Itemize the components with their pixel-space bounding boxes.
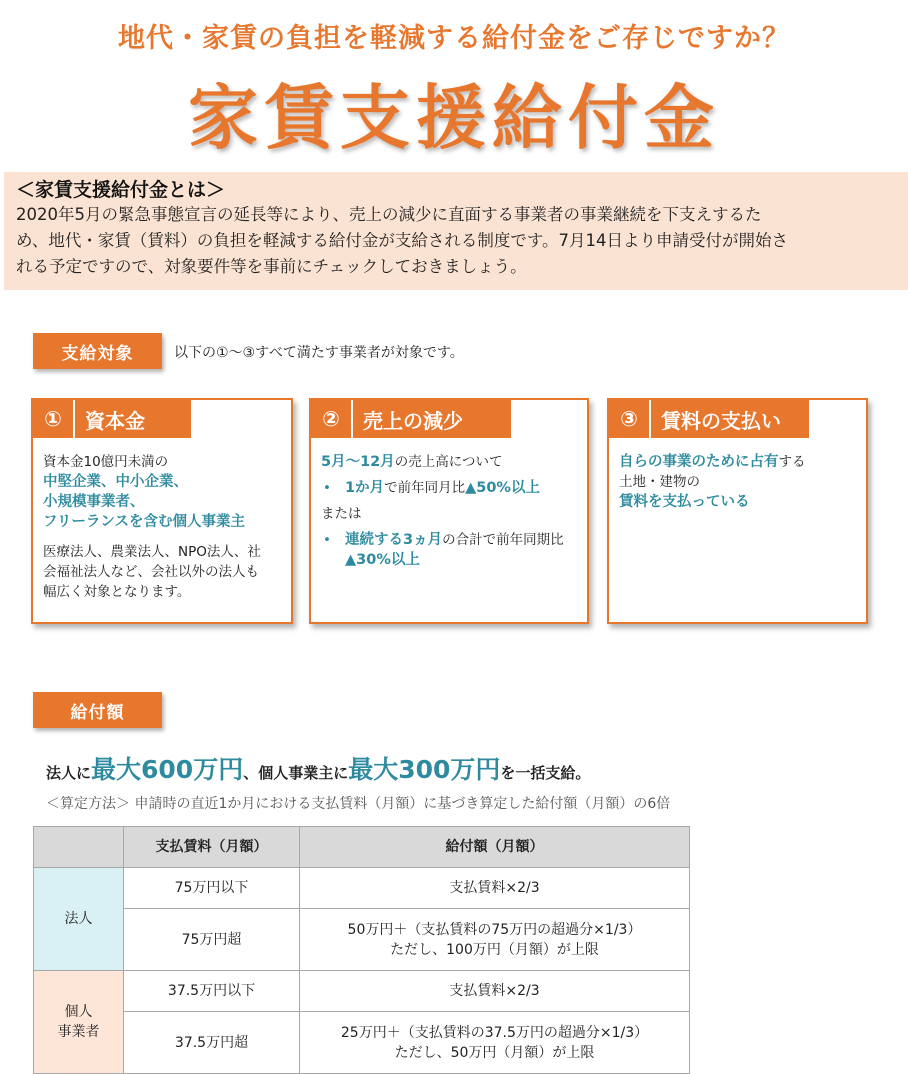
- sales-period: 5月～12月: [321, 454, 395, 470]
- rent-cell: 75万円超: [124, 909, 300, 971]
- category-line: 個人: [64, 1004, 93, 1020]
- intro-line-1: 2020年5月の緊急事態宣言の延長等により、売上の減少に直面する事業者の事業継続を下支えするた: [16, 205, 762, 224]
- capital-note-line: 医療法人、農業法人、NPO法人、社: [43, 544, 261, 560]
- summary-max-ind: 最大300万円: [348, 755, 501, 784]
- rent-l1-tail: する: [778, 454, 806, 470]
- intro-line-2: め、地代・家賃（賃料）の負担を軽減する給付金が支給される制度です。7月14日より申請受付が開始さ: [16, 231, 789, 250]
- card-rent-header: [609, 400, 809, 438]
- summary-part: を一括支給。: [500, 764, 591, 782]
- capital-line: 資本金10億円未満の: [43, 454, 169, 470]
- pay-cell: [300, 909, 690, 971]
- card-capital-body: [43, 452, 285, 602]
- table-header-rent: 支払賃料（月額）: [124, 827, 300, 868]
- capital-strong-line: 中堅企業、中小企業、: [43, 474, 188, 490]
- category-individual: [34, 971, 124, 1074]
- pay-line: 25万円＋（支払賃料の37.5万円の超過分×1/3）: [340, 1024, 649, 1041]
- rent-line-2: 土地・建物の: [619, 474, 700, 490]
- bullet-dot: •: [323, 480, 331, 496]
- summary-part: 、個人事業主に: [243, 764, 349, 782]
- intro-box: [4, 172, 908, 290]
- category-corporation: 法人: [34, 868, 124, 971]
- pay-cell: 支払賃料×2/3: [300, 971, 690, 1012]
- table-row: [34, 868, 690, 909]
- sales-period-line: [321, 452, 581, 472]
- capital-strong-line: フリーランスを含む個人事業主: [43, 514, 245, 530]
- target-tag: 支給対象: [33, 333, 162, 369]
- capital-note-line: 会福祉法人など、会社以外の法人も: [43, 564, 259, 580]
- rent-l1-strong: 自らの事業のために占有: [619, 454, 779, 470]
- table-header-row: [34, 827, 690, 868]
- pay-line: ただし、100万円（月額）が上限: [390, 941, 599, 958]
- sales-b1-mid: で前年同月比: [384, 480, 466, 496]
- rent-line-3: 賃料を支払っている: [619, 494, 750, 510]
- sales-b1-end: ▲50%以上: [465, 480, 540, 496]
- sales-bullet-1: [321, 478, 581, 498]
- card-sales-header: [311, 400, 511, 438]
- summary-max-corp: 最大600万円: [91, 755, 244, 784]
- table-row: [34, 909, 690, 971]
- table-row: [34, 971, 690, 1012]
- intro-heading: ＜家賃支援給付金とは＞: [16, 179, 226, 201]
- page-title: 家賃支援給付金: [188, 77, 720, 159]
- target-note: 以下の①～③すべて満たす事業者が対象です。: [174, 345, 464, 361]
- sales-b2-mid: の合計で前年同期比: [442, 532, 564, 548]
- rent-cell: 37.5万円超: [124, 1012, 300, 1074]
- capital-strong-line: 小規模事業者、: [43, 494, 145, 510]
- card-rent-payment: [607, 398, 868, 624]
- calculation-method: ＜算定方法＞ 申請時の直近1か月における支払賃料（月額）に基づき算定した給付額（月額）の6倍: [46, 796, 671, 812]
- sales-bullet-2: [321, 530, 581, 570]
- sales-b2-strong: 連続する3ヵ月: [345, 532, 443, 548]
- card-title: 売上の減少: [363, 408, 463, 433]
- pay-cell: [300, 1012, 690, 1074]
- benefit-table: [33, 826, 690, 1074]
- sales-or: または: [321, 506, 362, 522]
- pay-line: 50万円＋（支払賃料の75万円の超過分×1/3）: [347, 921, 642, 938]
- rent-cell: 37.5万円以下: [124, 971, 300, 1012]
- amount-tag: 給付額: [33, 692, 162, 728]
- table-row: [34, 1012, 690, 1074]
- card-title: 賃料の支払い: [661, 408, 781, 433]
- page-subtitle: 地代・家賃の負担を軽減する給付金をご存じですか？: [118, 23, 790, 54]
- capital-note-line: 幅広く対象となります。: [43, 584, 191, 600]
- pay-line: ただし、50万円（月額）が上限: [394, 1044, 595, 1061]
- sales-period-tail: の売上高について: [394, 454, 503, 470]
- card-capital: [31, 398, 293, 624]
- category-line: 事業者: [57, 1024, 100, 1040]
- rent-line-1: [619, 452, 860, 472]
- sales-b1-strong: 1か月: [345, 480, 385, 496]
- card-number: ①: [44, 407, 62, 431]
- card-sales-body: [321, 452, 581, 570]
- card-number: ②: [322, 407, 340, 431]
- card-number: ③: [620, 407, 638, 431]
- intro-line-3: れる予定ですので、対象要件等を事前にチェックしておきましょう。: [16, 257, 527, 276]
- amount-summary: [46, 750, 590, 786]
- pay-cell: 支払賃料×2/3: [300, 868, 690, 909]
- card-rent-body: [619, 452, 860, 512]
- summary-part: 法人に: [46, 764, 92, 782]
- table-header-pay: 給付額（月額）: [300, 827, 690, 868]
- sales-b2-end: ▲30%以上: [345, 552, 420, 568]
- rent-cell: 75万円以下: [124, 868, 300, 909]
- header-divider: [351, 400, 353, 438]
- card-title: 資本金: [85, 408, 145, 433]
- table-header-blank: [34, 827, 124, 868]
- card-capital-header: [33, 400, 191, 438]
- header-divider: [649, 400, 651, 438]
- bullet-dot: •: [323, 532, 331, 548]
- card-sales-decline: [309, 398, 589, 624]
- header-divider: [73, 400, 75, 438]
